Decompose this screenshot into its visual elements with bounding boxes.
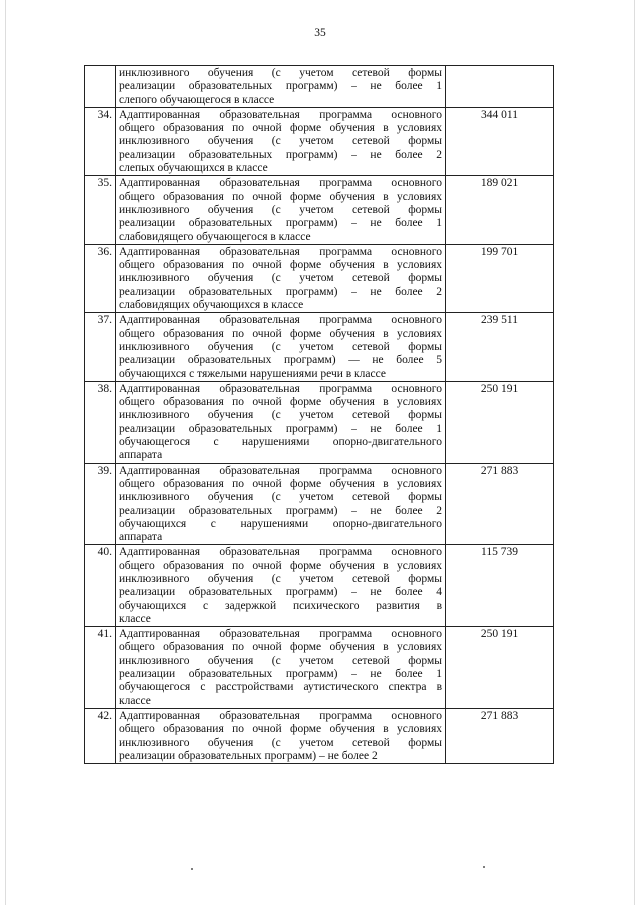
description-line: Адаптированная образовательная программа основного — [119, 628, 442, 641]
description-line: общего образования по очной форме обучения в условиях — [119, 122, 442, 135]
description-line: слепого обучающегося в классе — [119, 93, 275, 106]
program-description — [116, 381, 446, 463]
table-row — [85, 313, 554, 381]
description-line: инклюзивного обучения (с учетом сетевой формы — [119, 491, 442, 504]
description-line: слабовидящих обучающихся в классе — [119, 299, 304, 312]
cost-value: 271 883 — [446, 463, 554, 545]
program-description — [116, 107, 446, 175]
description-line: Адаптированная образовательная программа основного — [119, 382, 442, 395]
description-line: обучающихся с тяжелыми нарушениями речи в классе — [119, 367, 386, 380]
description-line: реализации образовательных программ) – не более 2 — [119, 285, 442, 298]
cost-value: 271 883 — [446, 708, 554, 763]
description-line: классе — [119, 612, 151, 625]
cost-value — [446, 66, 554, 108]
description-line: Адаптированная образовательная программа основного — [119, 464, 442, 477]
description-line: инклюзивного обучения (с учетом сетевой формы — [119, 340, 442, 353]
description-line: инклюзивного обучения (с учетом сетевой формы — [119, 135, 442, 148]
description-line: Адаптированная образовательная программа основного — [119, 546, 442, 559]
program-description — [116, 627, 446, 709]
cost-value: 115 739 — [446, 545, 554, 627]
description-line: общего образования по очной форме обучения в условиях — [119, 190, 442, 203]
row-number: 40. — [85, 545, 116, 627]
description-line: общего образования по очной форме обучения в условиях — [119, 327, 442, 340]
row-number: 42. — [85, 708, 116, 763]
program-description — [116, 66, 446, 108]
scan-speck — [191, 868, 193, 870]
table-row — [85, 545, 554, 627]
description-line: инклюзивного обучения (с учетом сетевой формы — [119, 409, 442, 422]
row-number: 35. — [85, 176, 116, 244]
table-body — [85, 66, 554, 764]
table-row — [85, 107, 554, 175]
description-line: инклюзивного обучения (с учетом сетевой формы — [119, 67, 442, 79]
cost-value: 250 191 — [446, 381, 554, 463]
table-row — [85, 463, 554, 545]
program-description — [116, 708, 446, 763]
description-line: реализации образовательных программ) – не более 1 — [119, 668, 442, 681]
description-line: реализации образовательных программ) – не более 1 — [119, 80, 442, 93]
program-description — [116, 545, 446, 627]
description-line: инклюзивного обучения (с учетом сетевой формы — [119, 272, 442, 285]
row-number: 36. — [85, 244, 116, 312]
cost-value: 250 191 — [446, 627, 554, 709]
table-row — [85, 708, 554, 763]
description-line: общего образования по очной форме обучения в условиях — [119, 477, 442, 490]
row-number: 34. — [85, 107, 116, 175]
description-line: общего образования по очной форме обучения в условиях — [119, 396, 442, 409]
description-line: обучающихся с нарушениями опорно-двигательного — [119, 517, 442, 530]
table-row — [85, 627, 554, 709]
description-line: реализации образовательных программ) – не более 1 — [119, 422, 442, 435]
description-line: реализации образовательных программ) – не более 1 — [119, 217, 442, 230]
scan-speck — [483, 866, 485, 868]
description-line: реализации образовательных программ) – не более 2 — [119, 148, 442, 161]
scan-edge-left — [5, 0, 6, 905]
description-line: реализации образовательных программ) — не более 5 — [119, 354, 442, 367]
table-row — [85, 244, 554, 312]
description-line: инклюзивного обучения (с учетом сетевой формы — [119, 203, 442, 216]
description-line: Адаптированная образовательная программа основного — [119, 245, 442, 258]
table-row — [85, 66, 554, 108]
cost-value: 344 011 — [446, 107, 554, 175]
program-description — [116, 313, 446, 381]
description-line: классе — [119, 694, 151, 707]
row-number: 41. — [85, 627, 116, 709]
description-line: общего образования по очной форме обучения в условиях — [119, 259, 442, 272]
description-line: реализации образовательных программ) – не более 4 — [119, 586, 442, 599]
description-line: Адаптированная образовательная программа основного — [119, 314, 442, 327]
description-line: Адаптированная образовательная программа основного — [119, 709, 442, 722]
cost-value: 199 701 — [446, 244, 554, 312]
description-line: инклюзивного обучения (с учетом сетевой формы — [119, 654, 442, 667]
description-line: обучающегося с нарушениями опорно-двигательного — [119, 436, 442, 449]
table-row — [85, 176, 554, 244]
page-number: 35 — [314, 27, 326, 39]
description-line: реализации образовательных программ) – не более 2 — [119, 504, 442, 517]
description-line: общего образования по очной форме обучения в условиях — [119, 641, 442, 654]
description-line: общего образования по очной форме обучения в условиях — [119, 559, 442, 572]
row-number: 39. — [85, 463, 116, 545]
row-number — [85, 66, 116, 108]
description-line: инклюзивного обучения (с учетом сетевой формы — [119, 736, 442, 749]
program-description — [116, 463, 446, 545]
description-line: аппарата — [119, 449, 163, 462]
program-description — [116, 176, 446, 244]
description-line: слабовидящего обучающегося в классе — [119, 230, 311, 243]
row-number: 37. — [85, 313, 116, 381]
description-line: реализации образовательных программ) – не более 2 — [119, 749, 378, 762]
cost-value: 189 021 — [446, 176, 554, 244]
description-line: Адаптированная образовательная программа основного — [119, 177, 442, 190]
program-cost-table — [84, 65, 554, 764]
description-line: обучающихся с задержкой психического развития в — [119, 599, 442, 612]
description-line: обучающегося с расстройствами аутистического спектра в — [119, 681, 442, 694]
cost-value: 239 511 — [446, 313, 554, 381]
description-line: Адаптированная образовательная программа основного — [119, 108, 442, 121]
description-line: инклюзивного обучения (с учетом сетевой формы — [119, 572, 442, 585]
description-line: аппарата — [119, 531, 163, 544]
program-description — [116, 244, 446, 312]
table-row — [85, 381, 554, 463]
description-line: общего образования по очной форме обучения в условиях — [119, 723, 442, 736]
description-line: слепых обучающихся в классе — [119, 162, 268, 175]
row-number: 38. — [85, 381, 116, 463]
scan-edge-right — [634, 0, 635, 905]
